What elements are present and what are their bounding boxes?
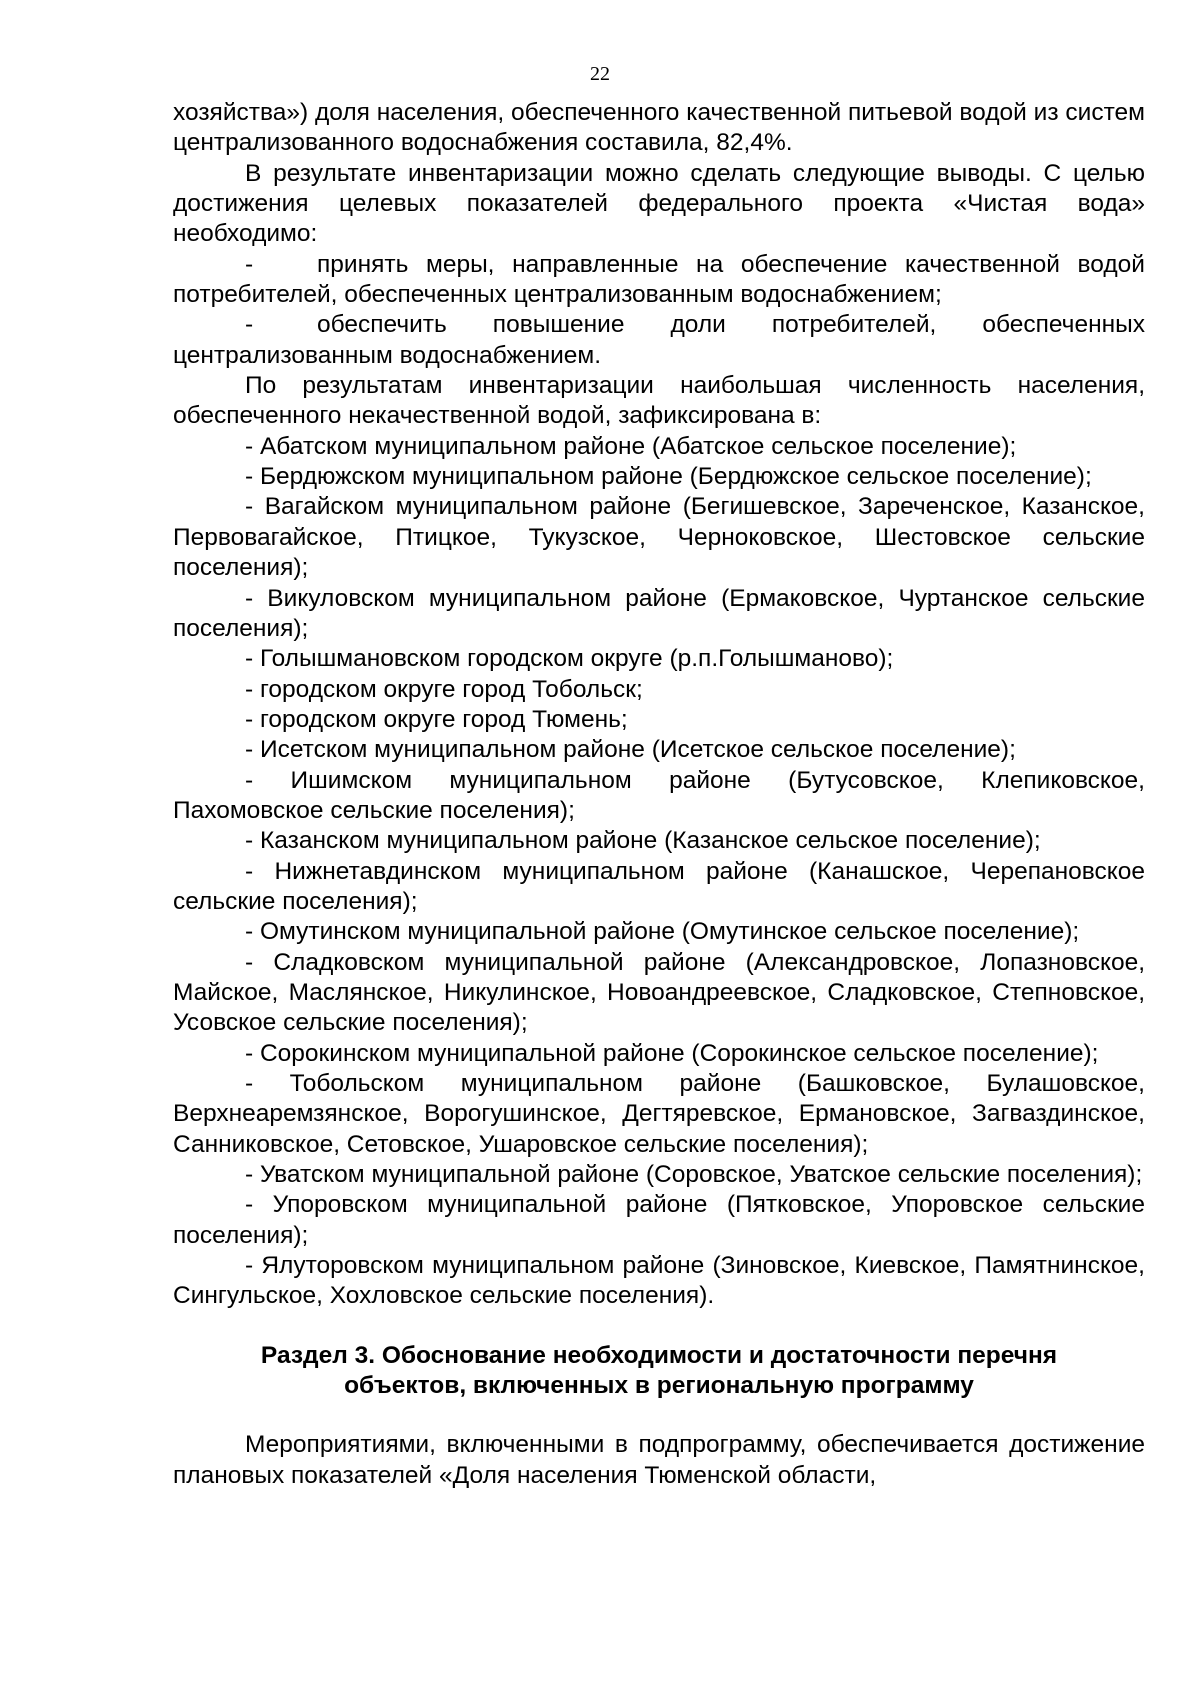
area-list-item: - Тобольском муниципальном районе (Башковское, Булашовское, Верхнеаремзянское, Ворогушинское, Дегтяревское, Ермановское, Загваздинское, Санниковское, Сетовское, Ушаровское сельские поселения); <box>173 1070 1145 1158</box>
paragraph-section-intro: Мероприятиями, включенными в подпрограмму, обеспечивается достижение плановых показателей «Доля населения Тюменской области, <box>173 1431 1145 1489</box>
page-number: 22 <box>590 63 610 85</box>
paragraph-findings: По результатам инвентаризации наибольшая численность населения, обеспеченного некачественной водой, зафиксирована в: <box>173 372 1145 430</box>
area-list-item: - Бердюжском муниципальном районе (Бердюжское сельское поселение); <box>245 463 1092 491</box>
section-heading-line: объектов, включенных в региональную программу <box>344 1372 974 1400</box>
section-heading-line: Раздел 3. Обоснование необходимости и достаточности перечня <box>260 1341 1058 1369</box>
area-list-item: - Викуловском муниципальном районе (Ермаковское, Чуртанское сельские поселения); <box>173 584 1145 642</box>
area-list-item: - Упоровском муниципальной районе (Пятковское, Упоровское сельские поселения); <box>173 1191 1145 1249</box>
area-list-item: - Уватском муниципальной районе (Соровское, Уватское сельские поселения); <box>245 1161 1143 1189</box>
area-list-item: - Ишимском муниципальном районе (Бутусовское, Клепиковское, Пахомовское сельские поселения); <box>173 766 1145 824</box>
area-list-item: - Ялуторовском муниципальном районе (Зиновское, Киевское, Памятнинское, Сингульское, Хохловское сельские поселения). <box>173 1252 1145 1310</box>
area-list-item: - Исетском муниципальном районе (Исетское сельское поселение); <box>245 736 1016 764</box>
area-list-item: - Казанском муниципальном районе (Казанское сельское поселение); <box>245 827 1041 855</box>
area-list-item: - Сорокинском муниципальной районе (Сорокинское сельское поселение); <box>245 1039 1099 1067</box>
document-body <box>173 98 1145 1491</box>
measure-item <box>173 250 1145 311</box>
section-heading <box>173 1341 1145 1402</box>
area-list-item: - Нижнетавдинском муниципальном районе (Канашское, Черепановское сельские поселения); <box>173 857 1145 915</box>
paragraph-continuation: хозяйства») доля населения, обеспеченного качественной питьевой водой из систем централизованного водоснабжения составила, 82,4%. <box>173 99 1145 157</box>
area-list-item: - Омутинском муниципальной районе (Омутинское сельское поселение); <box>245 918 1080 946</box>
paragraph-conclusions: В результате инвентаризации можно сделать следующие выводы. С целью достижения целевых показателей федерального проекта «Чистая вода» необходимо: <box>173 159 1145 248</box>
area-list-item: - городском округе город Тобольск; <box>245 675 643 703</box>
area-list-item: - Голышмановском городском округе (р.п.Голышманово); <box>245 645 894 673</box>
area-list-item: - Абатском муниципальном районе (Абатское сельское поселение); <box>245 432 1017 460</box>
area-list-item: - Вагайском муниципальном районе (Бегишевское, Зареченское, Казанское, Первовагайское, Птицкое, Тукузское, Черноковское, Шестовское сельские поселения); <box>173 493 1145 582</box>
measure-text: принять меры, направленные на обеспечение качественной водой потребителей, обеспеченных централизованным водоснабжением; <box>173 250 1145 309</box>
measure-text: обеспечить повышение доли потребителей, обеспеченных централизованным водоснабжением. <box>173 311 1145 369</box>
area-list-item: - Сладковском муниципальной районе (Александровское, Лопазновское, Майское, Маслянское, Никулинское, Новоандреевское, Сладковское, Степновское, Усовское сельские поселения); <box>173 948 1145 1037</box>
area-list-item: - городском округе город Тюмень; <box>245 705 628 733</box>
dash-marker: - <box>245 250 254 278</box>
dash-marker: - <box>245 311 254 339</box>
measure-item <box>173 310 1145 371</box>
